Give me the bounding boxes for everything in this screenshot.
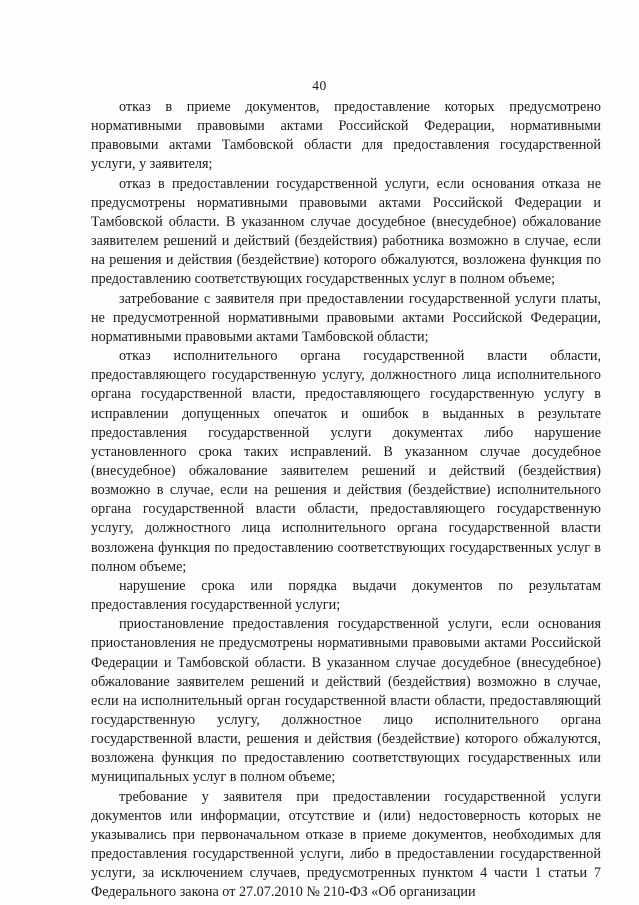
paragraph-correction-refusal: отказ исполнительного органа государственной власти области, предоставляющего государственную услугу, должностного лица исполнительного органа государственной власти, предоставляющего государственную услугу в исправлении допущенных опечаток и ошибок в выданных в результате предоставления государственной услуги документах либо нарушение установленного срока таких исправлений. В указанном случае досудебное (внесудебное) обжалование заявителем решений и действий (бездействия) возможно в случае, если на решения и действия (бездействие) исполнительного органа государственной власти области, предоставляющего государственную услугу, должностного лица исполнительного органа государственной власти возложена функция по предоставлению соответствующих государственных услуг в полном объеме; bbox=[91, 348, 601, 575]
page-number: 40 bbox=[312, 78, 327, 93]
document-body bbox=[91, 98, 601, 903]
paragraph-refusal-documents: отказ в приеме документов, предоставление которых предусмотрено нормативными правовыми актами Российской Федерации, нормативными правовыми актами Тамбовской области для предоставления государственной услуги, у заявителя; bbox=[91, 99, 601, 173]
paragraph-suspension: приостановление предоставления государственной услуги, если основания приостановления не предусмотрены нормативными правовыми актами Российской Федерации и Тамбовской области. В указанном случае досудебное (внесудебное) обжалование заявителем решений и действий (бездействия) возможно в случае, если на исполнительный орган государственной власти области, предоставляющий государственную услугу, должностное лицо исполнительного органа государственной власти, решения и действия (бездействие) которого обжалуются, возложена функция по предоставлению соответствующих государственных или муниципальных услуг в полном объеме; bbox=[91, 616, 601, 786]
paragraph-fee-demand: затребование с заявителя при предоставлении государственной услуги платы, не предусмотренной нормативными правовыми актами Российской Федерации, нормативными правовыми актами Тамбовской области; bbox=[91, 290, 601, 345]
paragraph-extra-documents-demand: требование у заявителя при предоставлении государственной услуги документов или информации, отсутствие и (или) недостоверность которых не указывались при первоначальном отказе в приеме документов, необходимых для предоставления государственной услуги, либо в предоставлении государственной услуги, за исключением случаев, предусмотренных пунктом 4 части 1 статьи 7 Федерального закона от 27.07.2010 № 210-ФЗ «Об организации bbox=[91, 788, 601, 901]
paragraph-deadline-violation: нарушение срока или порядка выдачи документов по результатам предоставления государственной услуги; bbox=[91, 577, 601, 614]
paragraph-refusal-service: отказ в предоставлении государственной услуги, если основания отказа не предусмотрены нормативными правовыми актами Российской Федерации и Тамбовской области. В указанном случае досудебное (внесудебное) обжалование заявителем решений и действий (бездействия) работника возможно в случае, если на решения и действия (бездействие) которого обжалуются, возложена функция по предоставлению соответствующих государственных услуг в полном объеме; bbox=[91, 175, 601, 288]
